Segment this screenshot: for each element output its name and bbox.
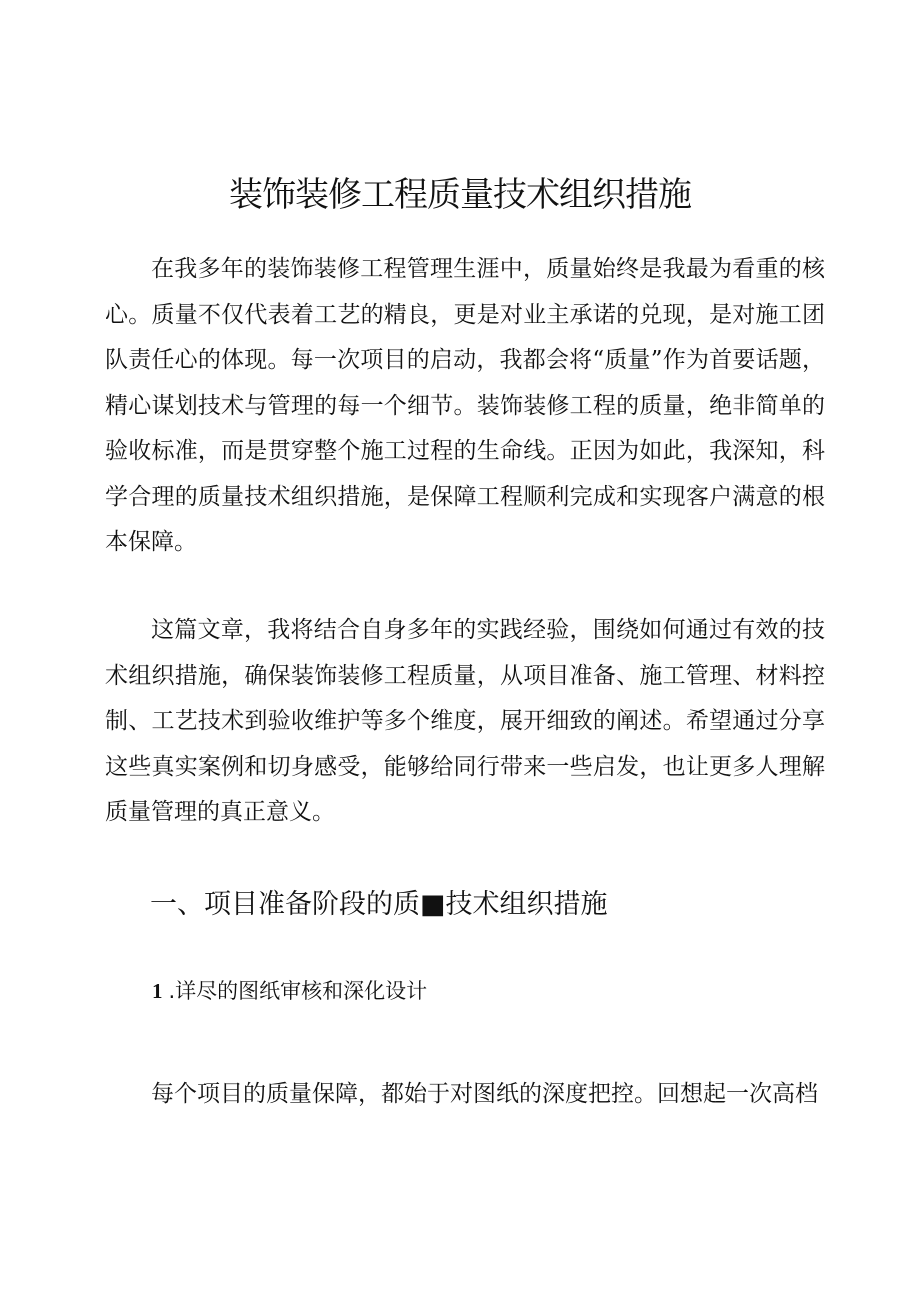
sub-heading-number: 1: [152, 979, 163, 1003]
section-paragraph: 每个项目的质量保障，都始于对图纸的深度把控。回想起一次高档: [151, 1081, 818, 1107]
sub-heading-text: .详尽的图纸审核和深化设计: [168, 979, 428, 1003]
sub-heading: [152, 973, 427, 1009]
document-title: 装饰装修工程质量技术组织措施: [229, 175, 691, 215]
intro-paragraph-2: 这篇文章，我将结合自身多年的实践经验，围绕如何通过有效的技术组织措施，确保装饰装修工程质量，从项目准备、施工管理、材料控制、工艺技术到验收维护等多个维度，展开细致的阐述。希望通过分享这些真实案例和切身感受，能够给同行带来一些启发，也让更多人理解质量管理的真正意义。: [105, 617, 825, 825]
intro-paragraph-1: 在我多年的装饰装修工程管理生涯中，质量始终是我最为看重的核心。质量不仅代表着工艺的精良，更是对业主承诺的兑现，是对施工团队责任心的体现。每一次项目的启动，我都会将“质量”作为首要话题，精心谋划技术与管理的每一个细节。装饰装修工程的质量，绝非简单的验收标准，而是贯穿整个施工过程的生命线。正因为如此，我深知，科学合理的质量技术组织措施，是保障工程顺利完成和实现客户满意的根本保障。: [105, 256, 825, 555]
section-heading: 一、项目准备阶段的质■技术组织措施: [150, 889, 608, 920]
